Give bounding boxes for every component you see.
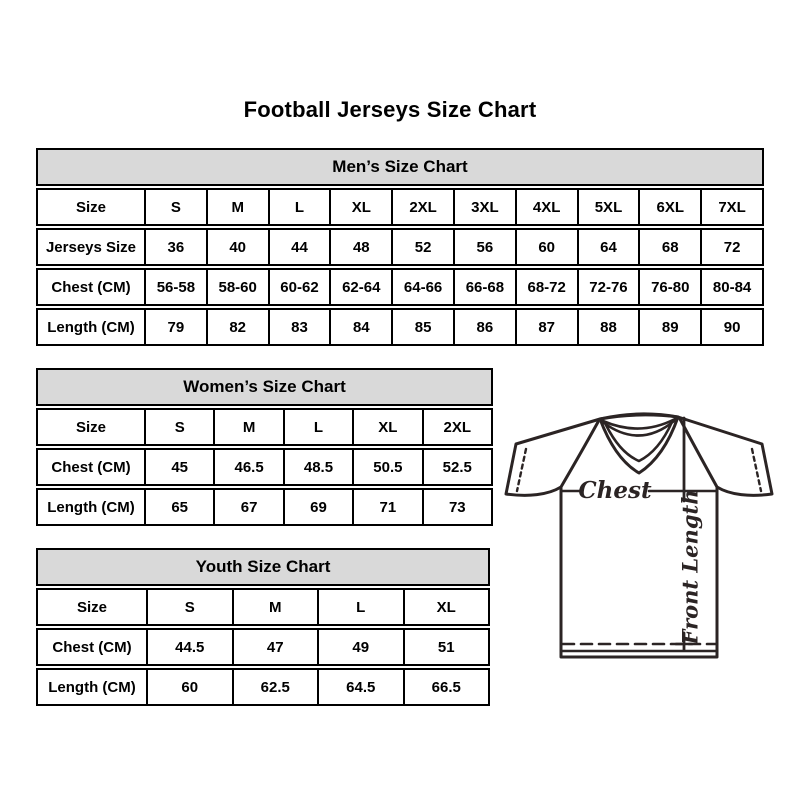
value-cell: 44	[270, 228, 332, 266]
value-cell: 72-76	[579, 268, 641, 306]
jersey-outline	[506, 414, 772, 657]
mens-table-title: Men’s Size Chart	[36, 148, 764, 186]
value-cell: 86	[455, 308, 517, 346]
value-cell: XL	[331, 188, 393, 226]
table-header-row	[36, 148, 764, 186]
value-cell: L	[319, 588, 405, 626]
value-cell: 66.5	[405, 668, 491, 706]
value-cell: 60-62	[270, 268, 332, 306]
value-cell: XL	[354, 408, 423, 446]
value-cell: 66-68	[455, 268, 517, 306]
mens-size-table	[36, 146, 764, 348]
table-row	[36, 188, 764, 226]
value-cell: M	[234, 588, 320, 626]
table-header-row	[36, 368, 493, 406]
row-label: Size	[36, 188, 146, 226]
value-cell: M	[215, 408, 284, 446]
value-cell: S	[146, 188, 208, 226]
youth-table-title: Youth Size Chart	[36, 548, 490, 586]
table-header-row	[36, 548, 490, 586]
row-label: Size	[36, 588, 148, 626]
value-cell: 76-80	[640, 268, 702, 306]
value-cell: 62.5	[234, 668, 320, 706]
value-cell: 89	[640, 308, 702, 346]
value-cell: 3XL	[455, 188, 517, 226]
value-cell: M	[208, 188, 270, 226]
value-cell: 88	[579, 308, 641, 346]
row-label: Length (CM)	[36, 668, 148, 706]
value-cell: 64.5	[319, 668, 405, 706]
value-cell: 73	[424, 488, 493, 526]
value-cell: 40	[208, 228, 270, 266]
row-label: Chest (CM)	[36, 448, 146, 486]
value-cell: 2XL	[393, 188, 455, 226]
value-cell: 51	[405, 628, 491, 666]
value-cell: 84	[331, 308, 393, 346]
value-cell: 87	[517, 308, 579, 346]
value-cell: 72	[702, 228, 764, 266]
table-row	[36, 488, 493, 526]
value-cell: 60	[148, 668, 234, 706]
row-label: Length (CM)	[36, 308, 146, 346]
table-row	[36, 628, 490, 666]
value-cell: 82	[208, 308, 270, 346]
table-row	[36, 448, 493, 486]
value-cell: 7XL	[702, 188, 764, 226]
value-cell: 80-84	[702, 268, 764, 306]
front-length-label: Front Length	[677, 489, 703, 645]
value-cell: 52.5	[424, 448, 493, 486]
youth-size-table	[36, 546, 490, 708]
value-cell: 64	[579, 228, 641, 266]
value-cell: 48.5	[285, 448, 354, 486]
value-cell: 56	[455, 228, 517, 266]
value-cell: 6XL	[640, 188, 702, 226]
value-cell: 50.5	[354, 448, 423, 486]
value-cell: 68	[640, 228, 702, 266]
womens-size-table	[36, 366, 493, 528]
value-cell: 48	[331, 228, 393, 266]
womens-table-title: Women’s Size Chart	[36, 368, 493, 406]
value-cell: 71	[354, 488, 423, 526]
row-label: Chest (CM)	[36, 268, 146, 306]
value-cell: 65	[146, 488, 215, 526]
value-cell: 79	[146, 308, 208, 346]
row-label: Length (CM)	[36, 488, 146, 526]
value-cell: 5XL	[579, 188, 641, 226]
value-cell: 68-72	[517, 268, 579, 306]
value-cell: 52	[393, 228, 455, 266]
chest-label: Chest	[578, 477, 652, 504]
value-cell: 64-66	[393, 268, 455, 306]
value-cell: 90	[702, 308, 764, 346]
table-row	[36, 268, 764, 306]
value-cell: S	[148, 588, 234, 626]
value-cell: 45	[146, 448, 215, 486]
value-cell: S	[146, 408, 215, 446]
value-cell: 4XL	[517, 188, 579, 226]
value-cell: 49	[319, 628, 405, 666]
table-row	[36, 588, 490, 626]
table-row	[36, 668, 490, 706]
value-cell: 46.5	[215, 448, 284, 486]
row-label: Size	[36, 408, 146, 446]
value-cell: 44.5	[148, 628, 234, 666]
value-cell: 60	[517, 228, 579, 266]
table-row	[36, 308, 764, 346]
value-cell: 36	[146, 228, 208, 266]
table-row	[36, 408, 493, 446]
value-cell: 56-58	[146, 268, 208, 306]
value-cell: 69	[285, 488, 354, 526]
value-cell: L	[285, 408, 354, 446]
value-cell: 85	[393, 308, 455, 346]
value-cell: 47	[234, 628, 320, 666]
page-title: Football Jerseys Size Chart	[243, 97, 537, 122]
jersey-measurement-diagram	[503, 397, 775, 667]
table-row	[36, 228, 764, 266]
row-label: Jerseys Size	[36, 228, 146, 266]
value-cell: 67	[215, 488, 284, 526]
jersey-diagram-svg	[503, 397, 775, 667]
value-cell: 2XL	[424, 408, 493, 446]
row-label: Chest (CM)	[36, 628, 148, 666]
value-cell: XL	[405, 588, 491, 626]
value-cell: 83	[270, 308, 332, 346]
value-cell: 58-60	[208, 268, 270, 306]
value-cell: 62-64	[331, 268, 393, 306]
value-cell: L	[270, 188, 332, 226]
